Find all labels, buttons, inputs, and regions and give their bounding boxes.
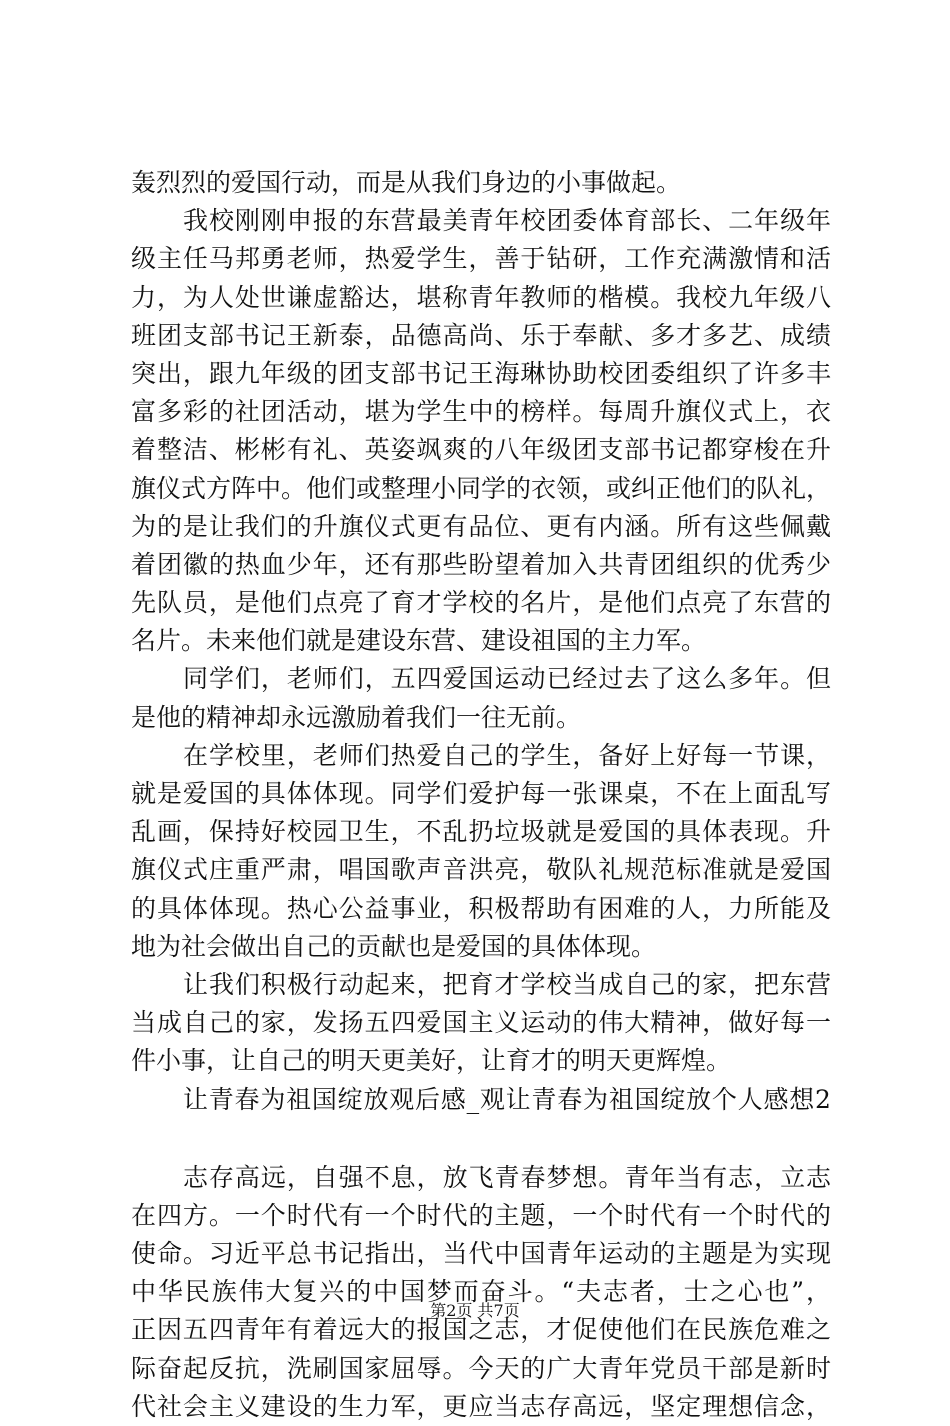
text-line: 先队员，是他们点亮了育才学校的名片，是他们点亮了东营的 bbox=[131, 588, 832, 618]
text-line: 我校刚刚申报的东营最美青年校团委体育部长、二年级年 bbox=[183, 206, 833, 236]
text-line: 中华民族伟大复兴的中国梦而奋斗。“夫志者，士之心也”， bbox=[131, 1277, 833, 1307]
text-line: 旗仪式方阵中。他们或整理小同学的衣领，或纠正他们的队礼， bbox=[131, 473, 832, 503]
text-line: 际奋起反抗，洗刷国家屈辱。今天的广大青年党员干部是新时 bbox=[131, 1353, 832, 1383]
paragraph-gap bbox=[131, 1119, 831, 1159]
text-line: 让我们积极行动起来，把育才学校当成自己的家，把东营 bbox=[183, 969, 833, 999]
text-line: 突出，跟九年级的团支部书记王海琳协助校团委组织了许多丰 bbox=[131, 358, 832, 388]
text-line: 当成自己的家，发扬五四爱国主义运动的伟大精神，做好每一 bbox=[131, 1008, 832, 1038]
text-line: 是他的精神却永远激励着我们一往无前。 bbox=[131, 702, 582, 732]
text-line: 级主任马邦勇老师，热爱学生，善于钻研，工作充满激情和活 bbox=[131, 244, 832, 274]
document-body bbox=[131, 164, 831, 1426]
section-heading: 让青春为祖国绽放观后感_观让青春为祖国绽放个人感想2 bbox=[183, 1084, 832, 1114]
text-line: 轰烈烈的爱国行动，而是从我们身边的小事做起。 bbox=[131, 168, 682, 197]
text-line: 在四方。一个时代有一个时代的主题，一个时代有一个时代的 bbox=[131, 1200, 832, 1230]
text-line: 使命。习近平总书记指出，当代中国青年运动的主题是为实现 bbox=[131, 1239, 832, 1269]
text-line: 富多彩的社团活动，堪为学生中的榜样。每周升旗仪式上，衣 bbox=[131, 397, 832, 427]
page-number: 第2页 共7页 bbox=[430, 1301, 520, 1320]
text-line: 就是爱国的具体体现。同学们爱护每一张课桌，不在上面乱写 bbox=[131, 779, 832, 808]
text-line: 志存高远，自强不息，放飞青春梦想。青年当有志，立志 bbox=[183, 1162, 833, 1192]
text-line: 为的是让我们的升旗仪式更有品位、更有内涵。所有这些佩戴 bbox=[131, 511, 832, 541]
text-line: 正因五四青年有着远大的报国之志，才促使他们在民族危难之 bbox=[131, 1315, 832, 1345]
text-line: 代社会主义建设的生力军，更应当志存高远，坚定理想信念， bbox=[131, 1391, 832, 1421]
text-line: 班团支部书记王新泰，品德高尚、乐于奉献、多才多艺、成绩 bbox=[131, 320, 832, 350]
text-line: 件小事，让自己的明天更美好，让育才的明天更辉煌。 bbox=[131, 1046, 732, 1076]
text-line: 力，为人处世谦虚豁达，堪称青年教师的楷模。我校九年级八 bbox=[131, 282, 832, 312]
text-line: 乱画，保持好校园卫生，不乱扔垃圾就是爱国的具体表现。升 bbox=[131, 817, 832, 847]
text-line: 地为社会做出自己的贡献也是爱国的具体体现。 bbox=[131, 931, 657, 961]
text-line: 着整洁、彬彬有礼、英姿飒爽的八年级团支部书记都穿梭在升 bbox=[131, 435, 832, 465]
text-line: 旗仪式庄重严肃，唱国歌声音洪亮，敬队礼规范标准就是爱国 bbox=[131, 855, 832, 885]
text-line: 名片。未来他们就是建设东营、建设祖国的主力军。 bbox=[131, 626, 707, 656]
text-line: 在学校里，老师们热爱自己的学生，备好上好每一节课， bbox=[183, 740, 833, 770]
text-line: 着团徽的热血少年，还有那些盼望着加入共青团组织的优秀少 bbox=[131, 549, 832, 579]
text-line: 的具体体现。热心公益事业，积极帮助有困难的人，力所能及 bbox=[131, 893, 832, 923]
text-line: 同学们，老师们，五四爱国运动已经过去了这么多年。但 bbox=[183, 664, 833, 694]
